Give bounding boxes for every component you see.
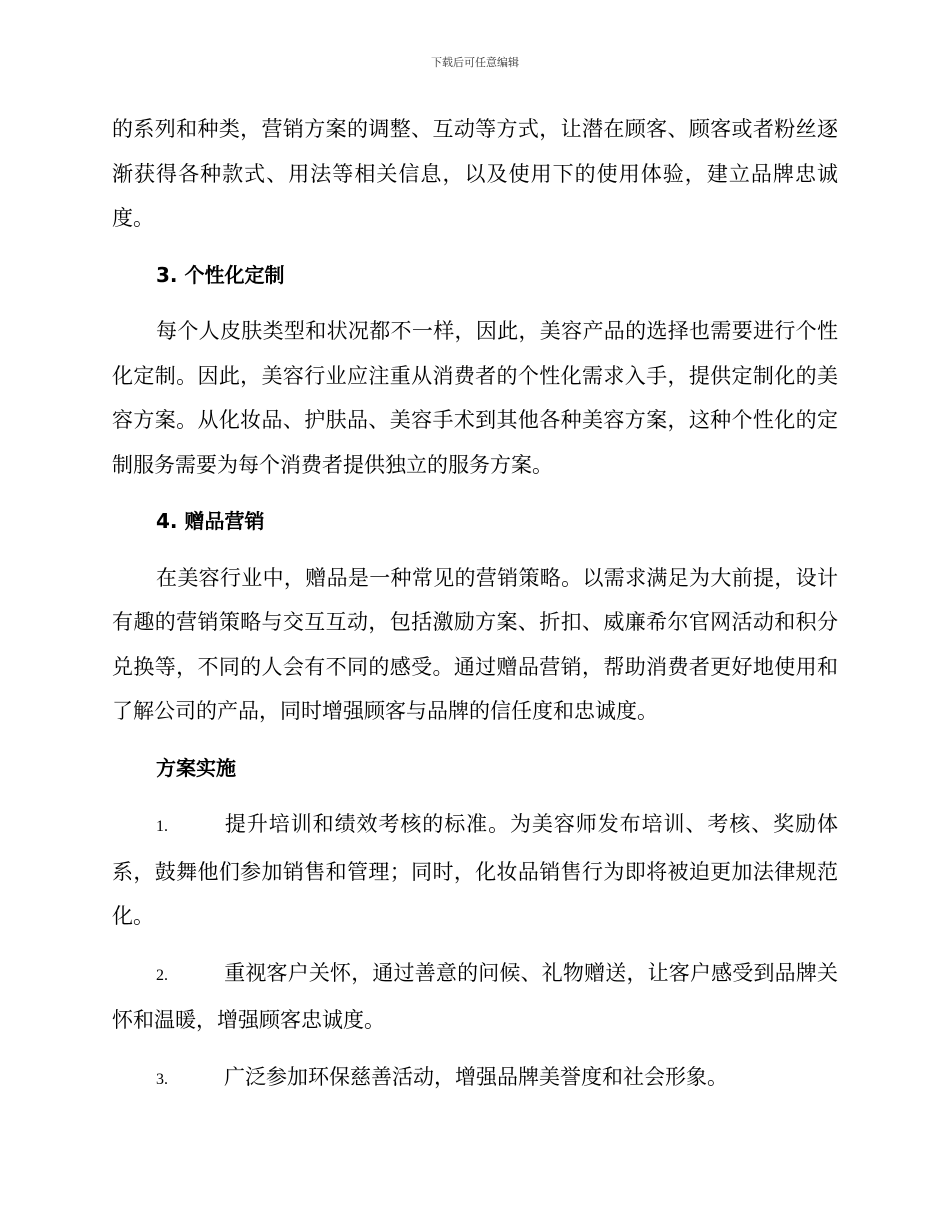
heading-gift-marketing: 4. 赠品营销: [156, 509, 265, 533]
list-item-number: 3.: [156, 1070, 168, 1088]
heading-implementation: 方案实施: [156, 755, 236, 780]
paragraph-personalization: 每个人皮肤类型和状况都不一样，因此，美容产品的选择也需要进行个性化定制。因此，美容行业应注重从消费者的个性化需求入手，提供定制化的美容方案。从化妆品、护肤品、美容手术到其他各种美容方案，这种个性化的定制服务需要为每个消费者提供独立的服务方案。: [112, 319, 838, 477]
list-item: [112, 802, 838, 939]
document-body: [112, 107, 838, 1102]
list-item-number: 1.: [156, 818, 168, 835]
page-header: 下载后可任意编辑: [431, 56, 519, 69]
list-item-text: 广泛参加环保慈善活动，增强品牌美誉度和社会形象。: [224, 1064, 728, 1089]
list-item-number: 2.: [156, 966, 168, 984]
list-item: [112, 951, 838, 1043]
list-item-text: 重视客户关怀，通过善意的问候、礼物赠送，让客户感受到品牌关怀和温暖，增强顾客忠诚度。: [112, 960, 838, 1032]
paragraph-continuation: 的系列和种类，营销方案的调整、互动等方式，让潜在顾客、顾客或者粉丝逐渐获得各种款式、用法等相关信息，以及使用下的使用体验，建立品牌忠诚度。: [112, 117, 838, 230]
list-item-text: 提升培训和绩效考核的标准。为美容师发布培训、考核、奖励体系，鼓舞他们参加销售和管理；同时，化妆品销售行为即将被迫更加法律规范化。: [112, 812, 838, 928]
paragraph-gift-marketing: 在美容行业中，赠品是一种常见的营销策略。以需求满足为大前提，设计有趣的营销策略与交互互动，包括激励方案、折扣、威廉希尔官网活动和积分兑换等，不同的人会有不同的感受。通过赠品营销，帮助消费者更好地使用和了解公司的产品，同时增强顾客与品牌的信任度和忠诚度。: [112, 565, 838, 723]
heading-personalized-customization: 3. 个性化定制: [156, 262, 285, 287]
list-item: [112, 1055, 838, 1103]
